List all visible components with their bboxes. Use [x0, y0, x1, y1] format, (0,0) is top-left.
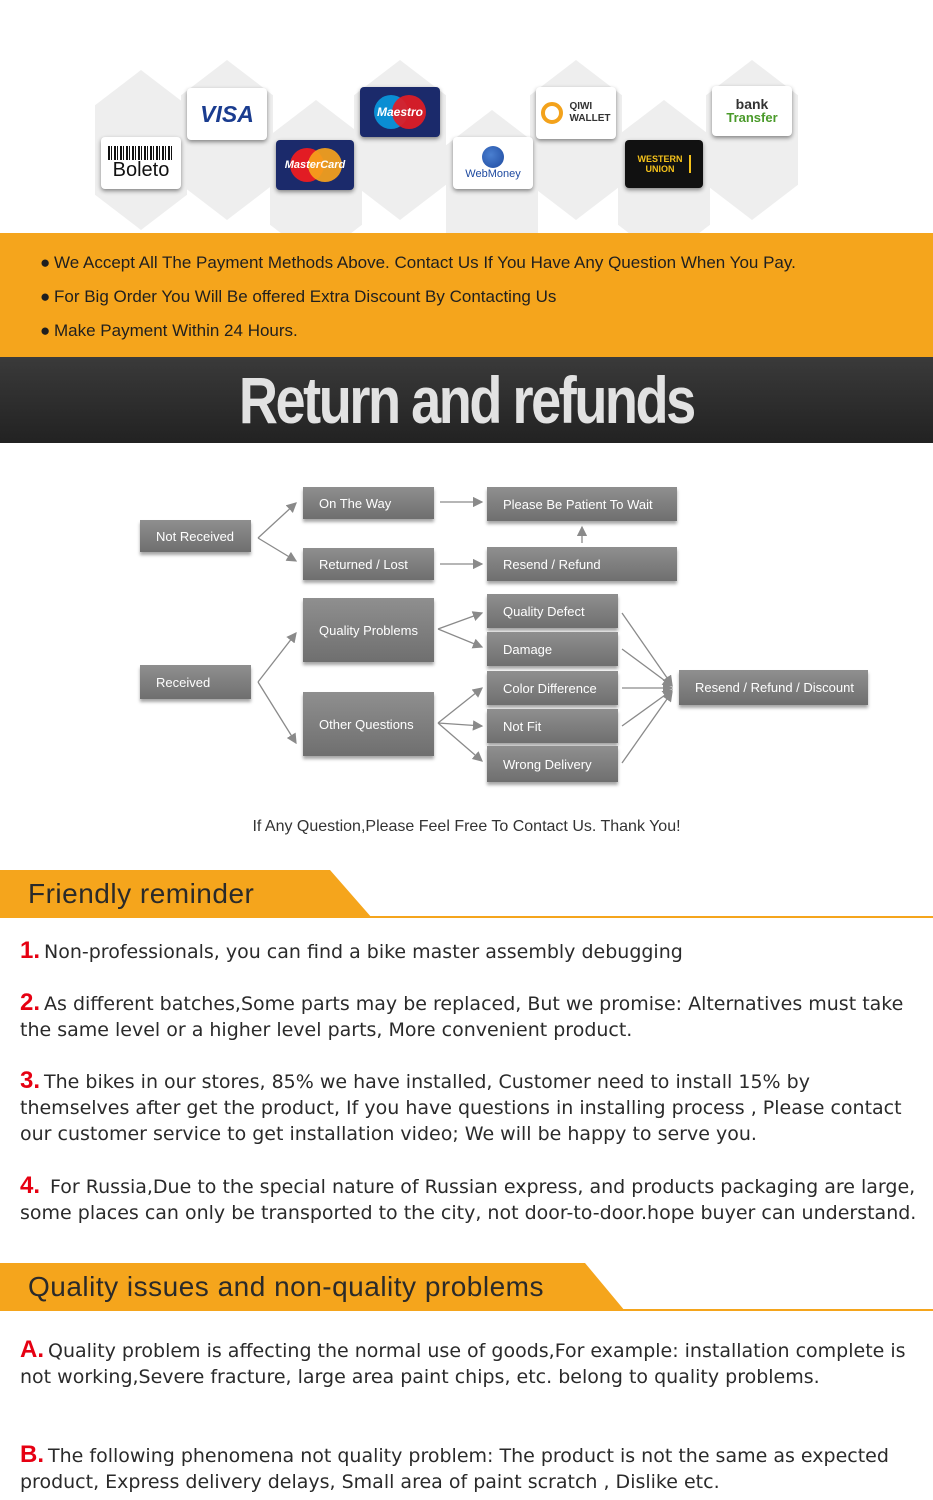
flow-label: Not Fit — [503, 718, 542, 734]
flow-box-resend-refund — [487, 547, 677, 581]
item-text: The following phenomena not quality problem: The product is not the same as expected product, Express delivery delays, Small area of paint scratch , Dislike etc. — [20, 1445, 889, 1493]
flow-label: Wrong Delivery — [503, 756, 592, 772]
flow-label: Other Questions — [319, 716, 414, 732]
visa-logo — [187, 88, 267, 140]
arrow — [622, 649, 672, 686]
qiwi-logo — [536, 87, 616, 139]
hex-background — [181, 60, 273, 220]
flow-box-on-the-way — [303, 487, 434, 519]
flow-box-please-wait — [487, 487, 677, 521]
bullet-icon: ● — [40, 253, 51, 272]
banner-title: Return and refunds — [239, 363, 694, 437]
item-number: B. — [20, 1441, 44, 1468]
item-number: 4. — [20, 1172, 41, 1199]
flow-label: Resend / Refund — [503, 556, 601, 572]
flow-box-other-questions — [303, 692, 434, 756]
payment-notice — [0, 233, 933, 357]
return-refunds-banner — [0, 357, 933, 443]
bullet-icon: ● — [40, 321, 51, 340]
header-rule — [0, 916, 933, 918]
arrow — [438, 688, 482, 723]
notice-line — [40, 253, 933, 287]
arrow — [438, 629, 482, 647]
flow-label: Please Be Patient To Wait — [503, 496, 653, 512]
flow-box-quality-defect — [487, 594, 618, 628]
notice-line — [40, 321, 933, 355]
flow-label: Returned / Lost — [319, 556, 408, 572]
quality-item — [20, 1442, 920, 1495]
arrow — [622, 692, 672, 763]
arrow — [438, 613, 482, 629]
boleto-label: Boleto — [112, 159, 170, 181]
item-text: For Russia,Due to the special nature of Russian express, and products packaging are large, some places can only be transported to the city, not door-to-door.hope buyer can understand. — [20, 1176, 917, 1224]
reminder-item — [20, 938, 920, 965]
visa-label: VISA — [200, 100, 254, 127]
flow-box-quality-problems — [303, 598, 434, 662]
quality-item — [20, 1337, 920, 1390]
flow-box-not-received — [140, 520, 251, 552]
bank-transfer-logo — [712, 86, 792, 136]
item-text: As different batches,Some parts may be replaced, But we promise: Alternatives must take the same level or a higher level parts, More convenient product. — [20, 993, 904, 1041]
flow-box-damage — [487, 632, 618, 666]
bank-label: bank — [735, 96, 769, 112]
header-rule — [0, 1309, 933, 1311]
flow-connectors — [0, 443, 933, 870]
hex-background — [706, 60, 798, 220]
western-union-logo — [625, 140, 703, 188]
quality-issues-header — [0, 1263, 933, 1311]
item-number: 1. — [20, 937, 41, 964]
hex-background — [530, 60, 622, 220]
globe-icon — [482, 146, 504, 168]
qiwi-wallet-label: WALLET — [569, 113, 611, 124]
boleto-logo — [101, 137, 181, 189]
payment-logos — [0, 0, 933, 233]
friendly-reminder-header — [0, 870, 933, 918]
qiwi-label: QIWI — [569, 101, 593, 112]
item-text: The bikes in our stores, 85% we have installed, Customer need to install 15% by themselves after get the product, If you have questions in installing process , Please contact our customer service to get installation video; We will be happy to serve you. — [20, 1071, 902, 1145]
section-title: Quality issues and non-quality problems — [28, 1271, 544, 1302]
contact-thanks-text: If Any Question,Please Feel Free To Contact Us. Thank You! — [252, 818, 681, 835]
webmoney-label: WebMoney — [465, 168, 521, 180]
reminder-item — [20, 990, 920, 1043]
item-text: Quality problem is affecting the normal use of goods,For example: installation complete is not working,Severe fracture, large area paint chips, etc. belong to quality problems. — [20, 1340, 906, 1388]
item-number: A. — [20, 1336, 44, 1363]
flow-box-not-fit — [487, 709, 618, 743]
flow-label: On The Way — [319, 495, 392, 511]
notice-line — [40, 287, 933, 321]
notice-text: We Accept All The Payment Methods Above. Contact Us If You Have Any Question When You Pay. — [54, 253, 796, 272]
arrow — [258, 633, 296, 682]
item-number: 2. — [20, 989, 41, 1016]
flow-label: Damage — [503, 641, 553, 657]
webmoney-logo — [453, 137, 533, 189]
notice-text: For Big Order You Will Be offered Extra Discount By Contacting Us — [54, 287, 557, 306]
reminder-item — [20, 1068, 920, 1147]
arrow — [622, 690, 672, 726]
western-label: WESTERN — [637, 154, 683, 164]
flow-label: Not Received — [156, 528, 235, 544]
flow-label: Color Difference — [503, 680, 597, 696]
arrow — [438, 723, 482, 726]
qiwi-circle-icon — [541, 102, 563, 124]
mastercard-logo — [276, 140, 354, 190]
flow-label: Received — [156, 674, 211, 690]
arrow — [438, 723, 482, 761]
flow-box-received — [140, 665, 251, 699]
section-title: Friendly reminder — [28, 878, 255, 909]
flow-label: Quality Problems — [319, 622, 418, 638]
item-number: 3. — [20, 1067, 41, 1094]
reminder-item — [20, 1173, 920, 1226]
barcode-icon — [108, 146, 174, 160]
flow-box-color-difference — [487, 671, 618, 705]
western-union-bar-icon — [689, 155, 691, 173]
transfer-label: Transfer — [726, 110, 778, 125]
arrow — [258, 682, 296, 743]
maestro-label: Maestro — [376, 105, 423, 119]
return-flow-diagram — [0, 443, 933, 870]
flow-box-returned-lost — [303, 548, 434, 580]
flow-box-wrong-delivery — [487, 746, 618, 782]
union-label: UNION — [645, 164, 675, 174]
arrow — [258, 538, 296, 561]
maestro-logo — [360, 87, 440, 137]
hex-background — [354, 60, 446, 220]
arrow — [258, 503, 296, 538]
flow-box-resend-refund-discount — [679, 670, 868, 705]
notice-text: Make Payment Within 24 Hours. — [54, 321, 298, 340]
mastercard-label: MasterCard — [284, 159, 346, 171]
item-text: Non-professionals, you can find a bike master assembly debugging — [44, 941, 683, 963]
bullet-icon: ● — [40, 287, 51, 306]
arrow — [622, 613, 672, 685]
flow-label: Resend / Refund / Discount — [695, 680, 854, 695]
flow-label: Quality Defect — [503, 603, 585, 619]
